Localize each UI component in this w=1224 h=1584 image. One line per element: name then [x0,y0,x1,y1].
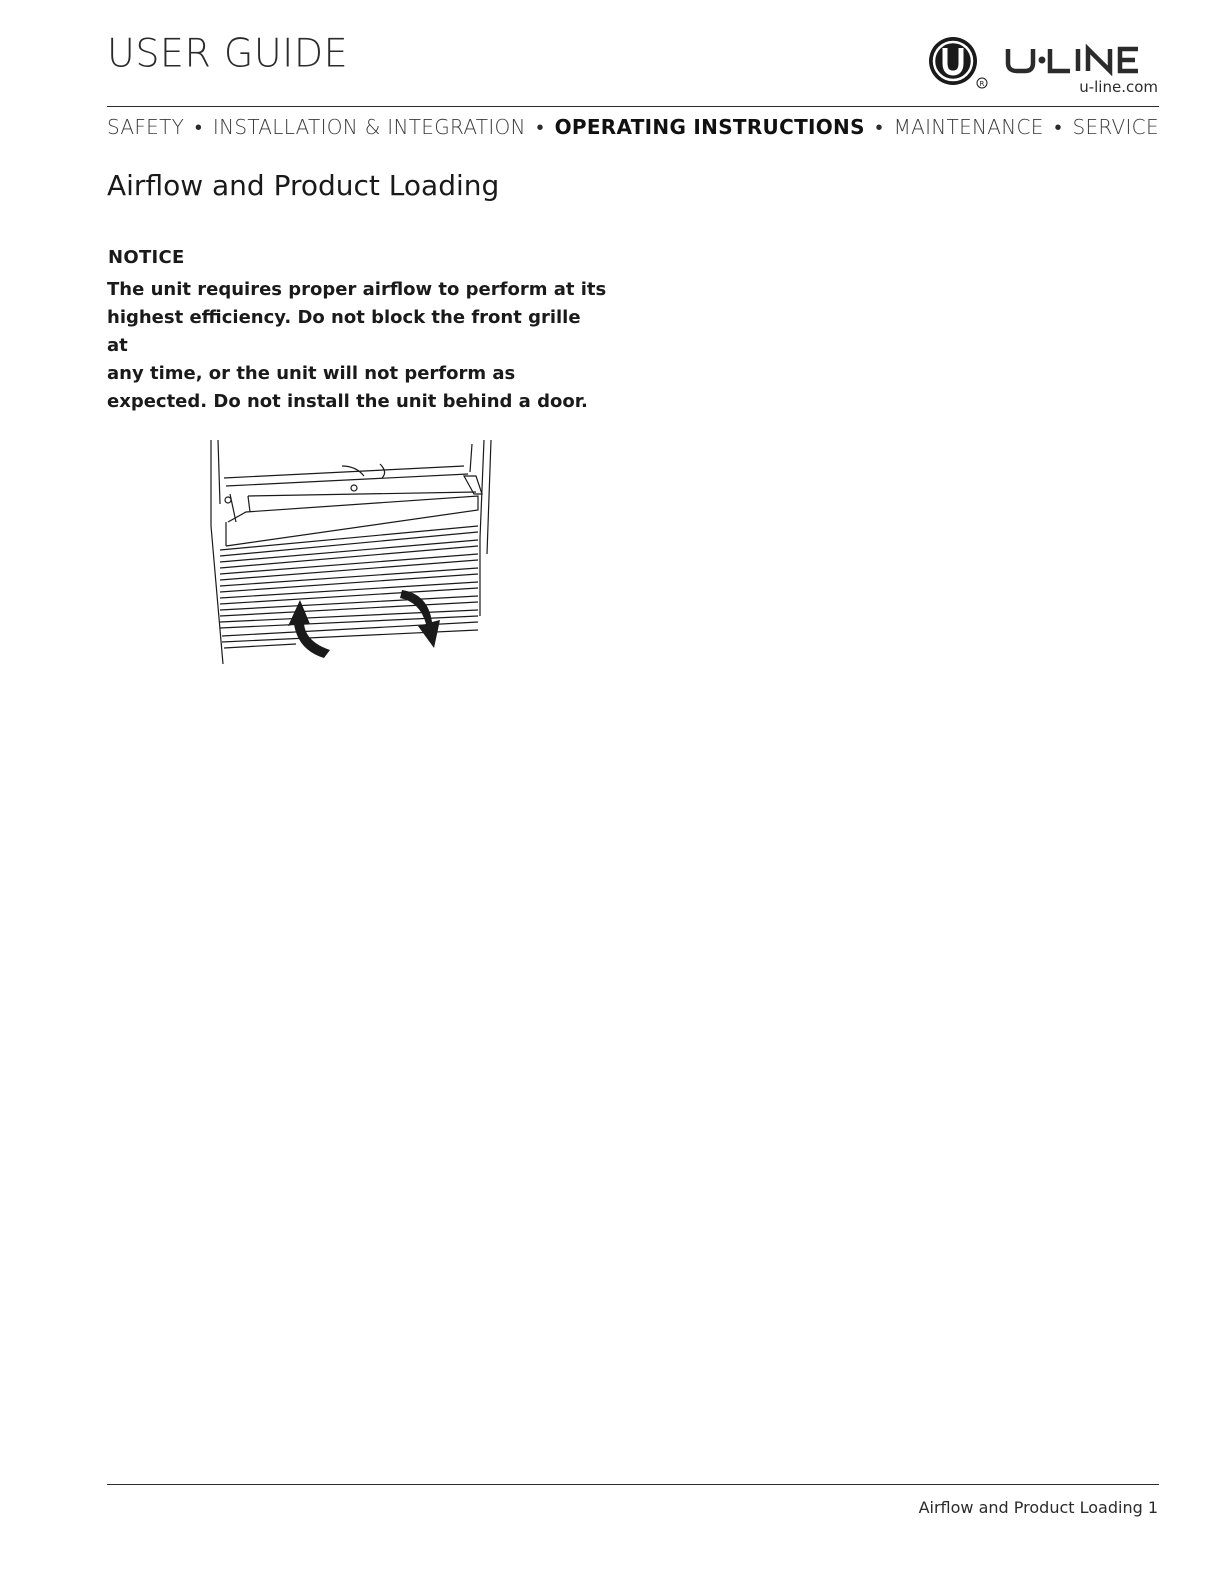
notice-line: any time, or the unit will not perform as [107,363,516,384]
page-footer: Airflow and Product Loading 1 [918,1498,1158,1517]
notice-line: expected. Do not install the unit behind a door. [107,391,588,412]
nav-item-operating-instructions[interactable]: OPERATING INSTRUCTIONS [554,115,865,139]
front-grille-airflow-illustration [206,436,496,668]
nav-separator: • [1054,115,1062,139]
nav-separator: • [194,115,203,139]
brand-url[interactable]: u-line.com [1079,78,1158,96]
nav-item-installation[interactable]: INSTALLATION & INTEGRATION [212,115,526,139]
nav-separator: • [536,115,544,139]
notice-label: NOTICE [108,247,185,268]
header-divider [107,106,1159,107]
section-title: Airflow and Product Loading [107,169,500,202]
nav-separator: • [875,115,883,139]
svg-text:R: R [979,80,985,88]
nav-item-safety[interactable]: SAFETY [107,115,185,139]
notice-body [107,276,607,416]
footer-divider [107,1484,1159,1485]
document-title: USER GUIDE [107,30,349,76]
notice-line: The unit requires proper airflow to perform at its [107,279,607,300]
nav-item-service[interactable]: SERVICE [1072,115,1159,139]
nav-item-maintenance[interactable]: MAINTENANCE [893,115,1044,139]
section-nav [107,115,1159,140]
notice-line: highest efficiency. Do not block the front grille at [107,307,581,356]
